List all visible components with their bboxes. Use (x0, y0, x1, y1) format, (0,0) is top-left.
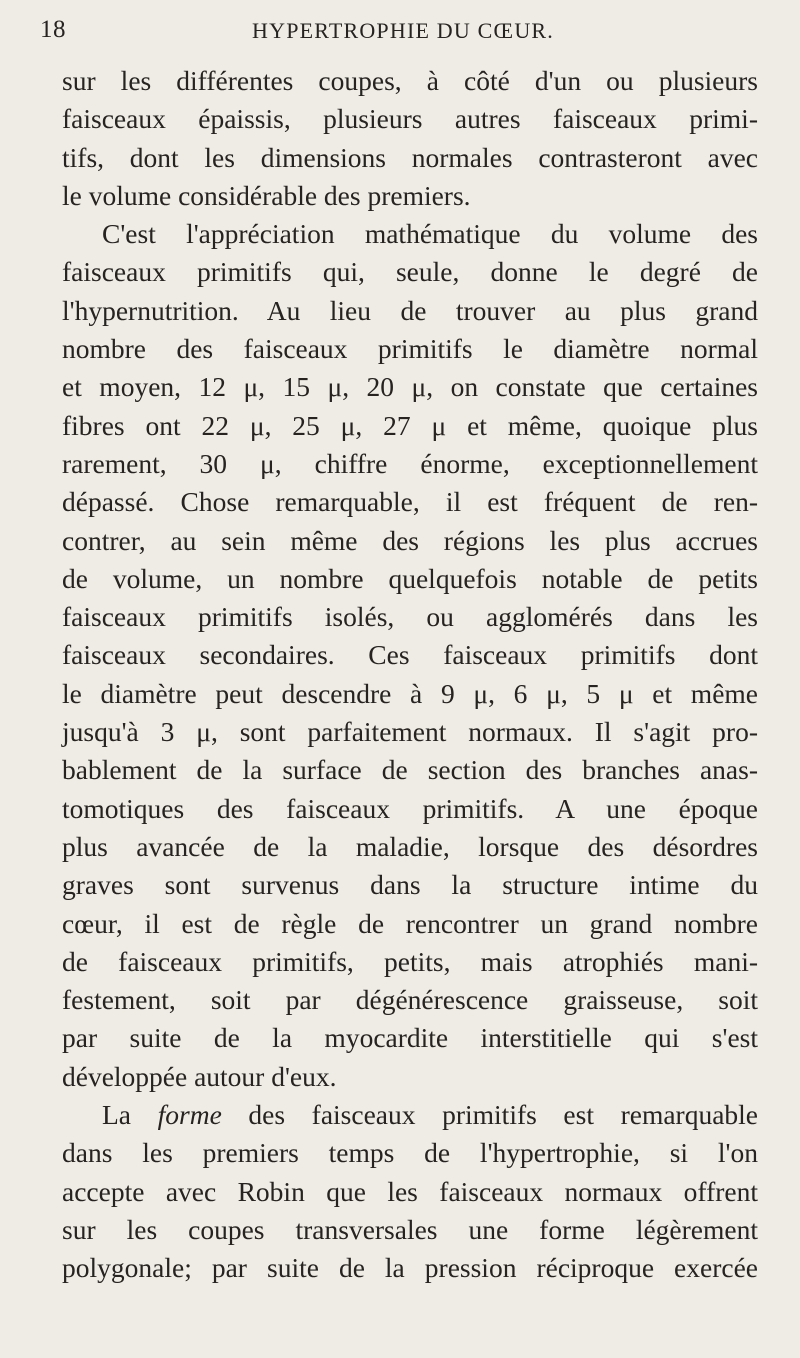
text-line: faisceaux primitifs qui, seule, donne le degré de (62, 256, 758, 288)
text-line: polygonale; par suite de la pression réciproque exercée (62, 1252, 758, 1284)
page-number: 18 (40, 16, 66, 43)
text-line: nombre des faisceaux primitifs le diamètre normal (62, 333, 758, 365)
text-line: le volume considérable des premiers. (62, 179, 471, 211)
text-line: développée autour d'eux. (62, 1060, 337, 1092)
text-line: C'est l'appréciation mathématique du volume des (102, 218, 758, 250)
text-line: et moyen, 12 μ, 15 μ, 20 μ, on constate que certaines (62, 371, 758, 403)
text-line: faisceaux primitifs isolés, ou agglomérés dans les (62, 601, 758, 633)
line-remainder: des faisceaux primitifs est remarquable (248, 1099, 759, 1131)
text-line: de volume, un nombre quelquefois notable de petits (62, 562, 758, 594)
body-text (62, 62, 758, 1288)
text-line (62, 1096, 758, 1134)
text-line: graves sont survenus dans la structure intime du (62, 869, 758, 901)
emphasized-word: forme (157, 1099, 222, 1131)
text-line: contrer, au sein même des régions les plus accrues (62, 524, 758, 556)
text-line: plus avancée de la maladie, lorsque des désordres (62, 830, 758, 862)
text-line: accepte avec Robin que les faisceaux normaux offrent (62, 1175, 758, 1207)
text-line: dans les premiers temps de l'hypertrophie, si l'on (62, 1137, 758, 1169)
text-line: tifs, dont les dimensions normales contrasteront avec (62, 141, 758, 173)
running-title: HYPERTROPHIE DU CŒUR. (252, 18, 554, 43)
page-header (40, 16, 766, 50)
text-line: rarement, 30 μ, chiffre énorme, exceptionnellement (62, 447, 758, 479)
text-line: par suite de la myocardite interstitielle qui s'est (62, 1022, 758, 1054)
text-line: fibres ont 22 μ, 25 μ, 27 μ et même, quoique plus (62, 409, 758, 441)
text-line: l'hypernutrition. Au lieu de trouver au plus grand (62, 294, 758, 326)
text-line: jusqu'à 3 μ, sont parfaitement normaux. Il s'agit pro- (62, 716, 758, 748)
text-line: sur les coupes transversales une forme légèrement (62, 1213, 758, 1245)
text-line: de faisceaux primitifs, petits, mais atrophiés mani- (62, 945, 758, 977)
text-line: faisceaux secondaires. Ces faisceaux primitifs dont (62, 639, 758, 671)
text-line: sur les différentes coupes, à côté d'un ou plusieurs (62, 65, 758, 96)
text-line: tomotiques des faisceaux primitifs. A une époque (62, 792, 758, 824)
text-line: festement, soit par dégénérescence graisseuse, soit (62, 984, 758, 1016)
line-prefix: La (102, 1099, 132, 1131)
text-line: cœur, il est de règle de rencontrer un grand nombre (62, 907, 758, 939)
text-line: dépassé. Chose remarquable, il est fréquent de ren- (62, 486, 758, 518)
text-line: faisceaux épaissis, plusieurs autres faisceaux primi- (62, 103, 758, 135)
text-line: bablement de la surface de section des branches anas- (62, 754, 758, 786)
text-line: le diamètre peut descendre à 9 μ, 6 μ, 5 μ et même (62, 677, 758, 709)
